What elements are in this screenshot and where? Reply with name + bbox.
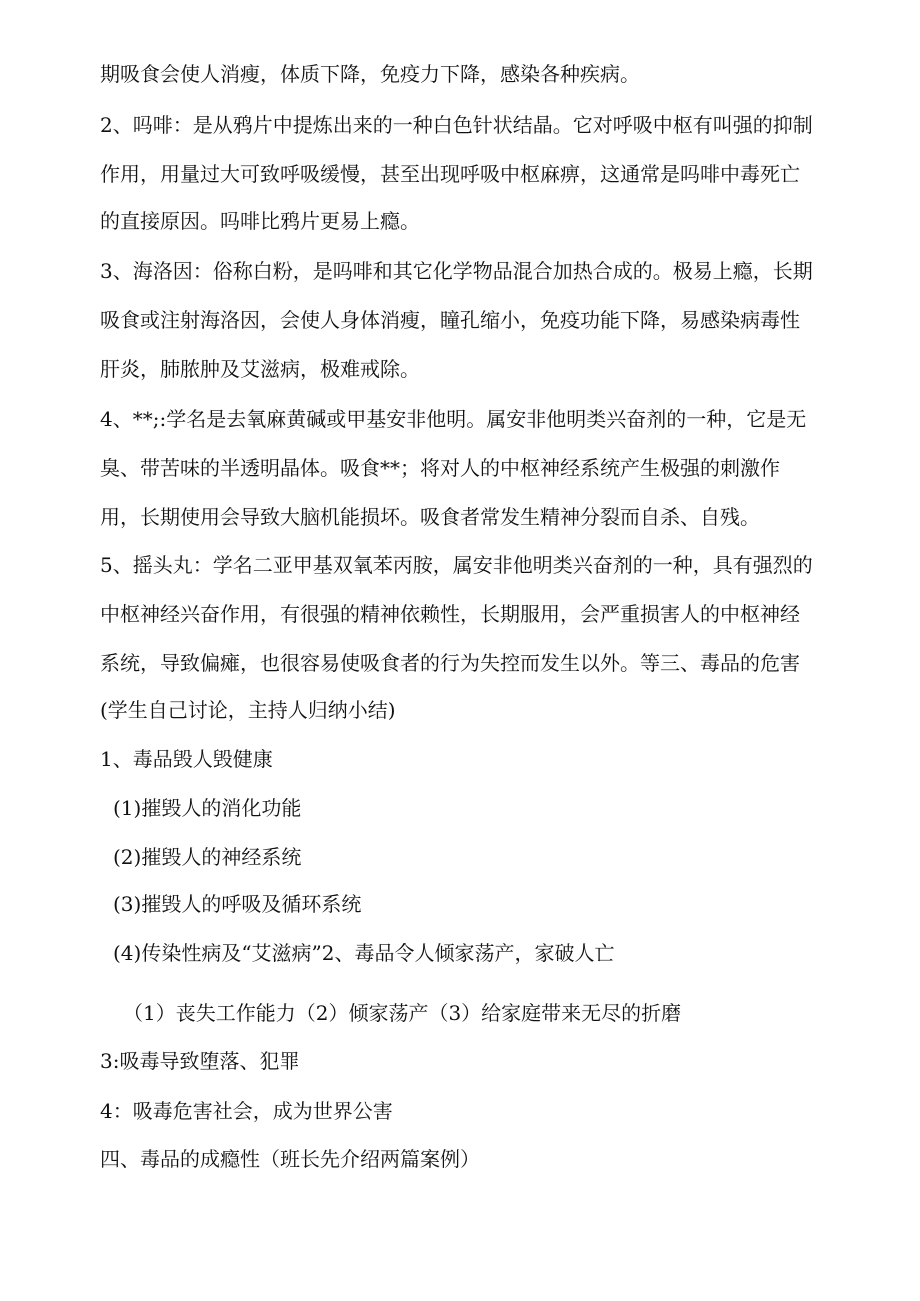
text-line: 5、摇头丸：学名二亚甲基双氧苯丙胺，属安非他明类兴奋剂的一种，具有强烈的: [100, 553, 813, 577]
text-line: 系统，导致偏瘫，也很容易使吸食者的行为失控而发生以外。等三、毒品的危害: [100, 651, 800, 675]
text-line: 2、吗啡：是从鸦片中提炼出来的一种白色针状结晶。它对呼吸中枢有叫强的抑制: [100, 113, 813, 137]
section-heading: 1、毒品毁人毁健康: [100, 747, 273, 771]
list-item: (1)摧毁人的消化功能: [113, 796, 302, 820]
text-line: 臭、带苦味的半透明晶体。吸食**；将对人的中枢神经系统产生极强的刺激作: [100, 456, 780, 480]
text-line: 吸食或注射海洛因，会使人身体消瘦，瞳孔缩小，免疫功能下降，易感染病毒性: [100, 308, 800, 332]
section-heading: 4：吸毒危害社会，成为世界公害: [100, 1099, 393, 1123]
text-line: 作用，用量过大可致呼吸缓慢，甚至出现呼吸中枢麻痹，这通常是吗啡中毒死亡: [100, 162, 800, 186]
text-line: 期吸食会使人消瘦，体质下降，免疫力下降，感染各种疾病。: [100, 62, 640, 86]
text-line: 的直接原因。吗啡比鸦片更易上瘾。: [100, 209, 420, 233]
list-item: (2)摧毁人的神经系统: [113, 845, 302, 869]
text-line: 3、海洛因：俗称白粉，是吗啡和其它化学物品混合加热合成的。极易上瘾，长期: [100, 259, 813, 283]
text-line: (学生自己讨论，主持人归纳小结): [100, 698, 396, 722]
text-line: 用，长期使用会导致大脑机能损坏。吸食者常发生精神分裂而自杀、自残。: [100, 505, 760, 529]
text-line: 肝炎，肺脓肿及艾滋病，极难戒除。: [100, 357, 420, 381]
list-item: （1）丧失工作能力（2）倾家荡产（3）给家庭带来无尽的折磨: [123, 1001, 682, 1025]
list-item: (4)传染性病及“艾滋病”2、毒品令人倾家荡产，家破人亡: [113, 941, 615, 965]
text-line: 中枢神经兴奋作用，有很强的精神依赖性，长期服用，会严重损害人的中枢神经: [100, 602, 800, 626]
section-heading: 四、毒品的成瘾性（班长先介绍两篇案例）: [100, 1147, 480, 1171]
section-heading: 3:吸毒导致堕落、犯罪: [100, 1049, 300, 1073]
list-item: (3)摧毁人的呼吸及循环系统: [113, 892, 362, 916]
text-line: 4、**;:学名是去氧麻黄碱或甲基安非他明。属安非他明类兴奋剂的一种，它是无: [100, 407, 807, 431]
